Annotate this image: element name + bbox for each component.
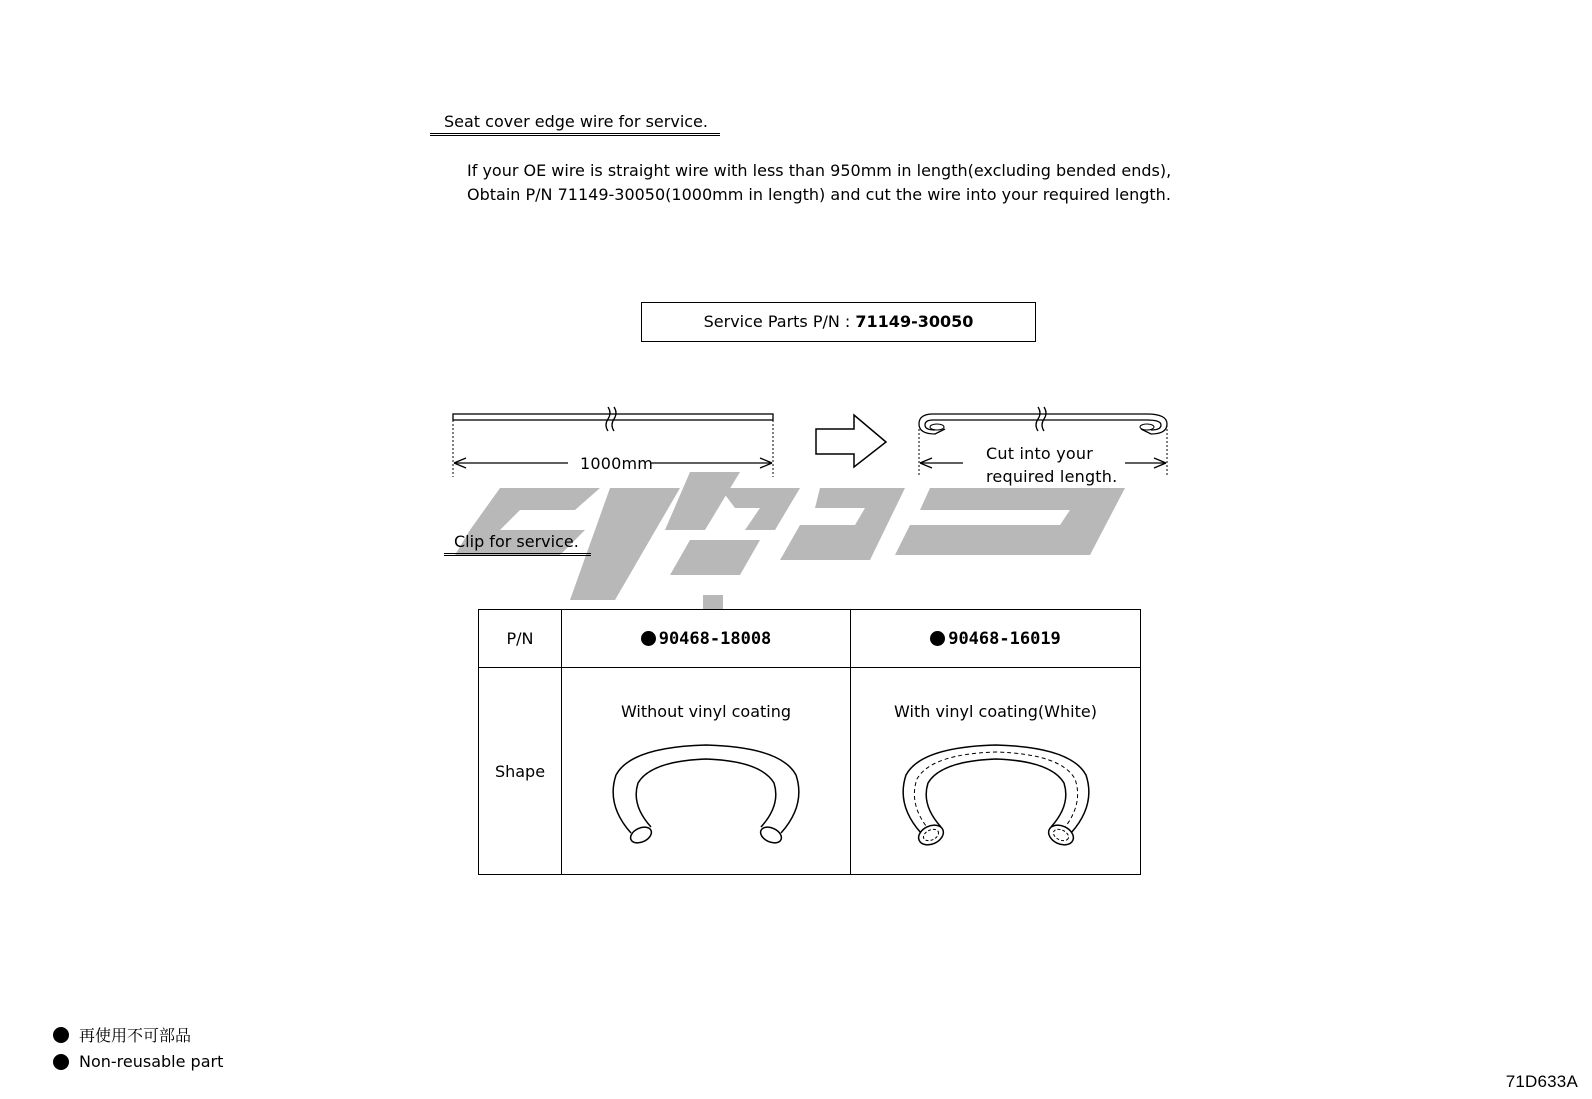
part1-desc: Without vinyl coating <box>620 702 792 721</box>
part2-pn-cell <box>851 610 1141 668</box>
non-reusable-dot-icon <box>641 631 656 646</box>
part1-shape-cell <box>562 668 851 875</box>
part2-shape-cell <box>851 668 1141 875</box>
legend <box>53 1023 223 1071</box>
legend-jp-text: 再使用不可部品 <box>79 1026 192 1045</box>
pn-header: P/N <box>479 610 562 668</box>
service-parts-label: Service Parts P/N : <box>703 312 856 331</box>
clip-parts-table <box>478 609 1141 875</box>
table-row <box>479 668 1141 875</box>
part1-pn: 90468-18008 <box>658 628 772 649</box>
intro-line-1: If your OE wire is straight wire with less than 950mm in length(excluding bended ends), <box>467 161 1172 180</box>
clip-with-coating-icon <box>886 735 1106 855</box>
intro-line-2: Obtain P/N 71149-30050(1000mm in length) and cut the wire into your required length. <box>467 185 1171 204</box>
figure-code: 71D633A <box>1505 1072 1578 1091</box>
wire-length-label: 1000mm <box>580 454 654 473</box>
legend-en-text: Non-reusable part <box>79 1052 224 1071</box>
cut-label-line-2: required length. <box>986 467 1118 486</box>
service-parts-box <box>641 302 1036 342</box>
edge-wire-heading: Seat cover edge wire for service. <box>430 112 720 136</box>
straight-wire-diagram <box>450 405 790 485</box>
legend-row-en <box>53 1052 223 1071</box>
service-parts-number: 71149-30050 <box>855 312 974 331</box>
shape-header: Shape <box>479 668 562 875</box>
non-reusable-dot-icon <box>930 631 945 646</box>
part2-desc: With vinyl coating(White) <box>894 702 1097 721</box>
non-reusable-dot-icon <box>53 1027 69 1043</box>
table-row <box>479 610 1141 668</box>
cut-label-line-1: Cut into your <box>986 444 1093 463</box>
intro-text <box>467 159 1171 207</box>
non-reusable-dot-icon <box>53 1054 69 1070</box>
clip-without-coating-icon <box>596 735 816 855</box>
part1-pn-cell <box>562 610 851 668</box>
legend-row-jp <box>53 1023 223 1046</box>
part2-pn: 90468-16019 <box>948 628 1061 649</box>
clip-heading: Clip for service. <box>444 532 591 556</box>
right-arrow-icon <box>814 412 894 472</box>
